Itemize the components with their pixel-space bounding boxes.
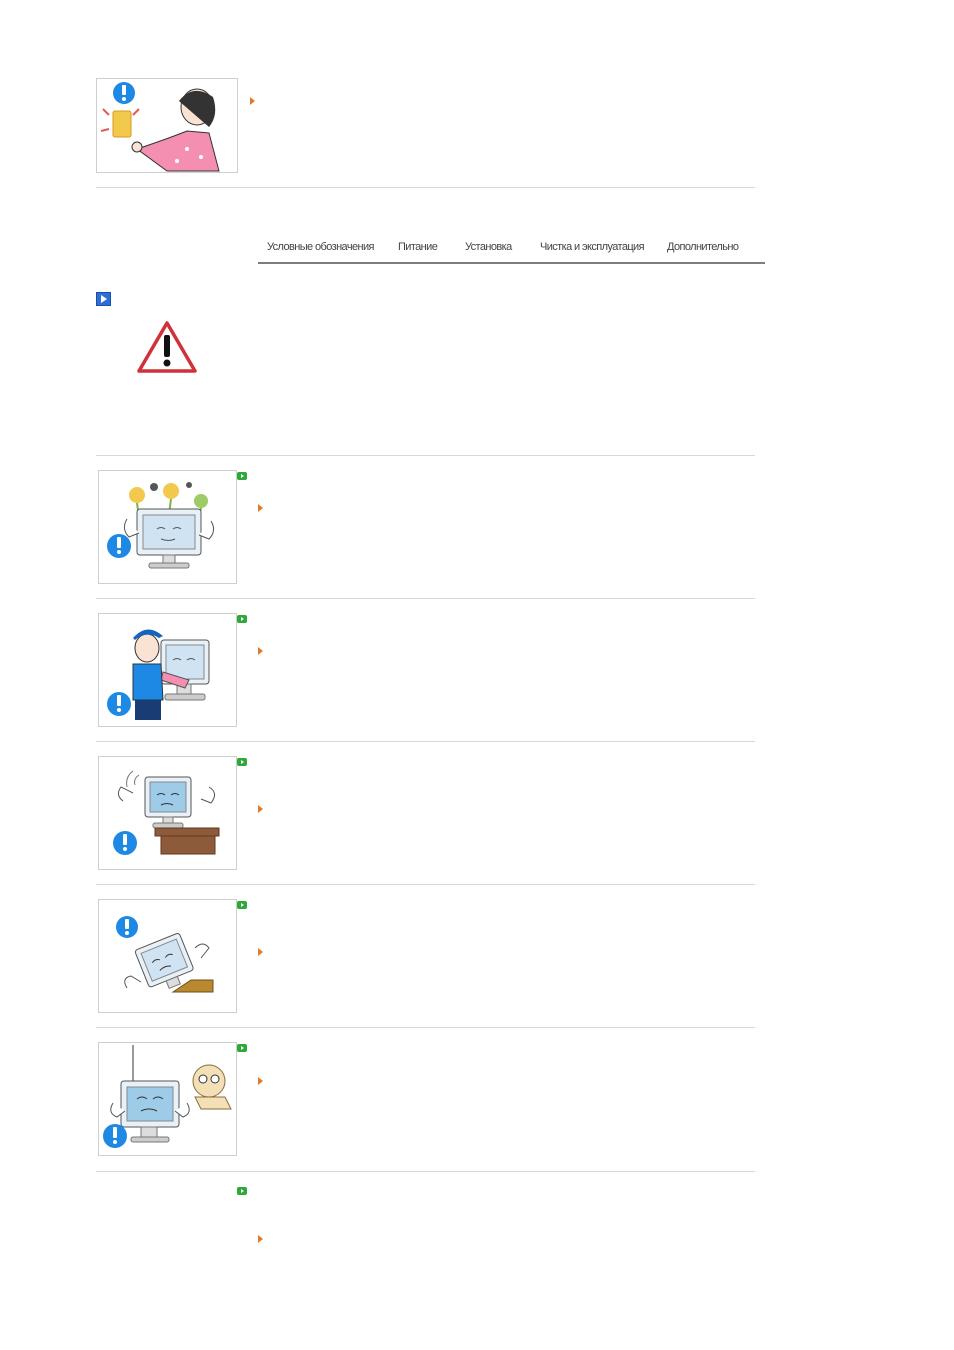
green-play-icon [237, 615, 247, 623]
divider [96, 455, 755, 456]
nav-tab-other[interactable]: Дополнительно [667, 241, 739, 253]
green-play-icon [237, 472, 247, 480]
bullet-arrow-icon [258, 1235, 263, 1243]
green-play-icon [237, 1044, 247, 1052]
bullet-arrow-icon [258, 948, 263, 956]
illustration-repairman-monitor [98, 613, 237, 727]
divider [96, 1027, 755, 1028]
nav-tab-installation[interactable]: Установка [465, 241, 512, 253]
divider [96, 1171, 755, 1172]
illustration-monitor-table [98, 756, 237, 870]
nav-tab-cleaning[interactable]: Чистка и эксплуатация [540, 241, 644, 253]
divider [96, 187, 755, 188]
bullet-arrow-icon [258, 805, 263, 813]
section-nav [258, 238, 765, 264]
bullet-arrow-icon [258, 647, 263, 655]
green-play-icon [237, 758, 247, 766]
green-play-icon [237, 1187, 247, 1195]
divider [96, 741, 755, 742]
nav-tab-power[interactable]: Питание [398, 241, 438, 253]
illustration-monitor-falling [98, 899, 237, 1013]
illustration-monitor-child [98, 1042, 237, 1156]
bullet-arrow-icon [250, 97, 255, 105]
illustration-woman-outlet [96, 78, 238, 173]
divider [96, 884, 755, 885]
warning-triangle-icon [136, 320, 198, 374]
nav-tab-symbols[interactable]: Условные обозначения [267, 241, 374, 253]
illustration-monitor-flowers [98, 470, 237, 584]
bullet-arrow-icon [258, 1077, 263, 1085]
bullet-arrow-icon [258, 504, 263, 512]
play-square-icon [96, 292, 111, 306]
divider [96, 598, 755, 599]
green-play-icon [237, 901, 247, 909]
